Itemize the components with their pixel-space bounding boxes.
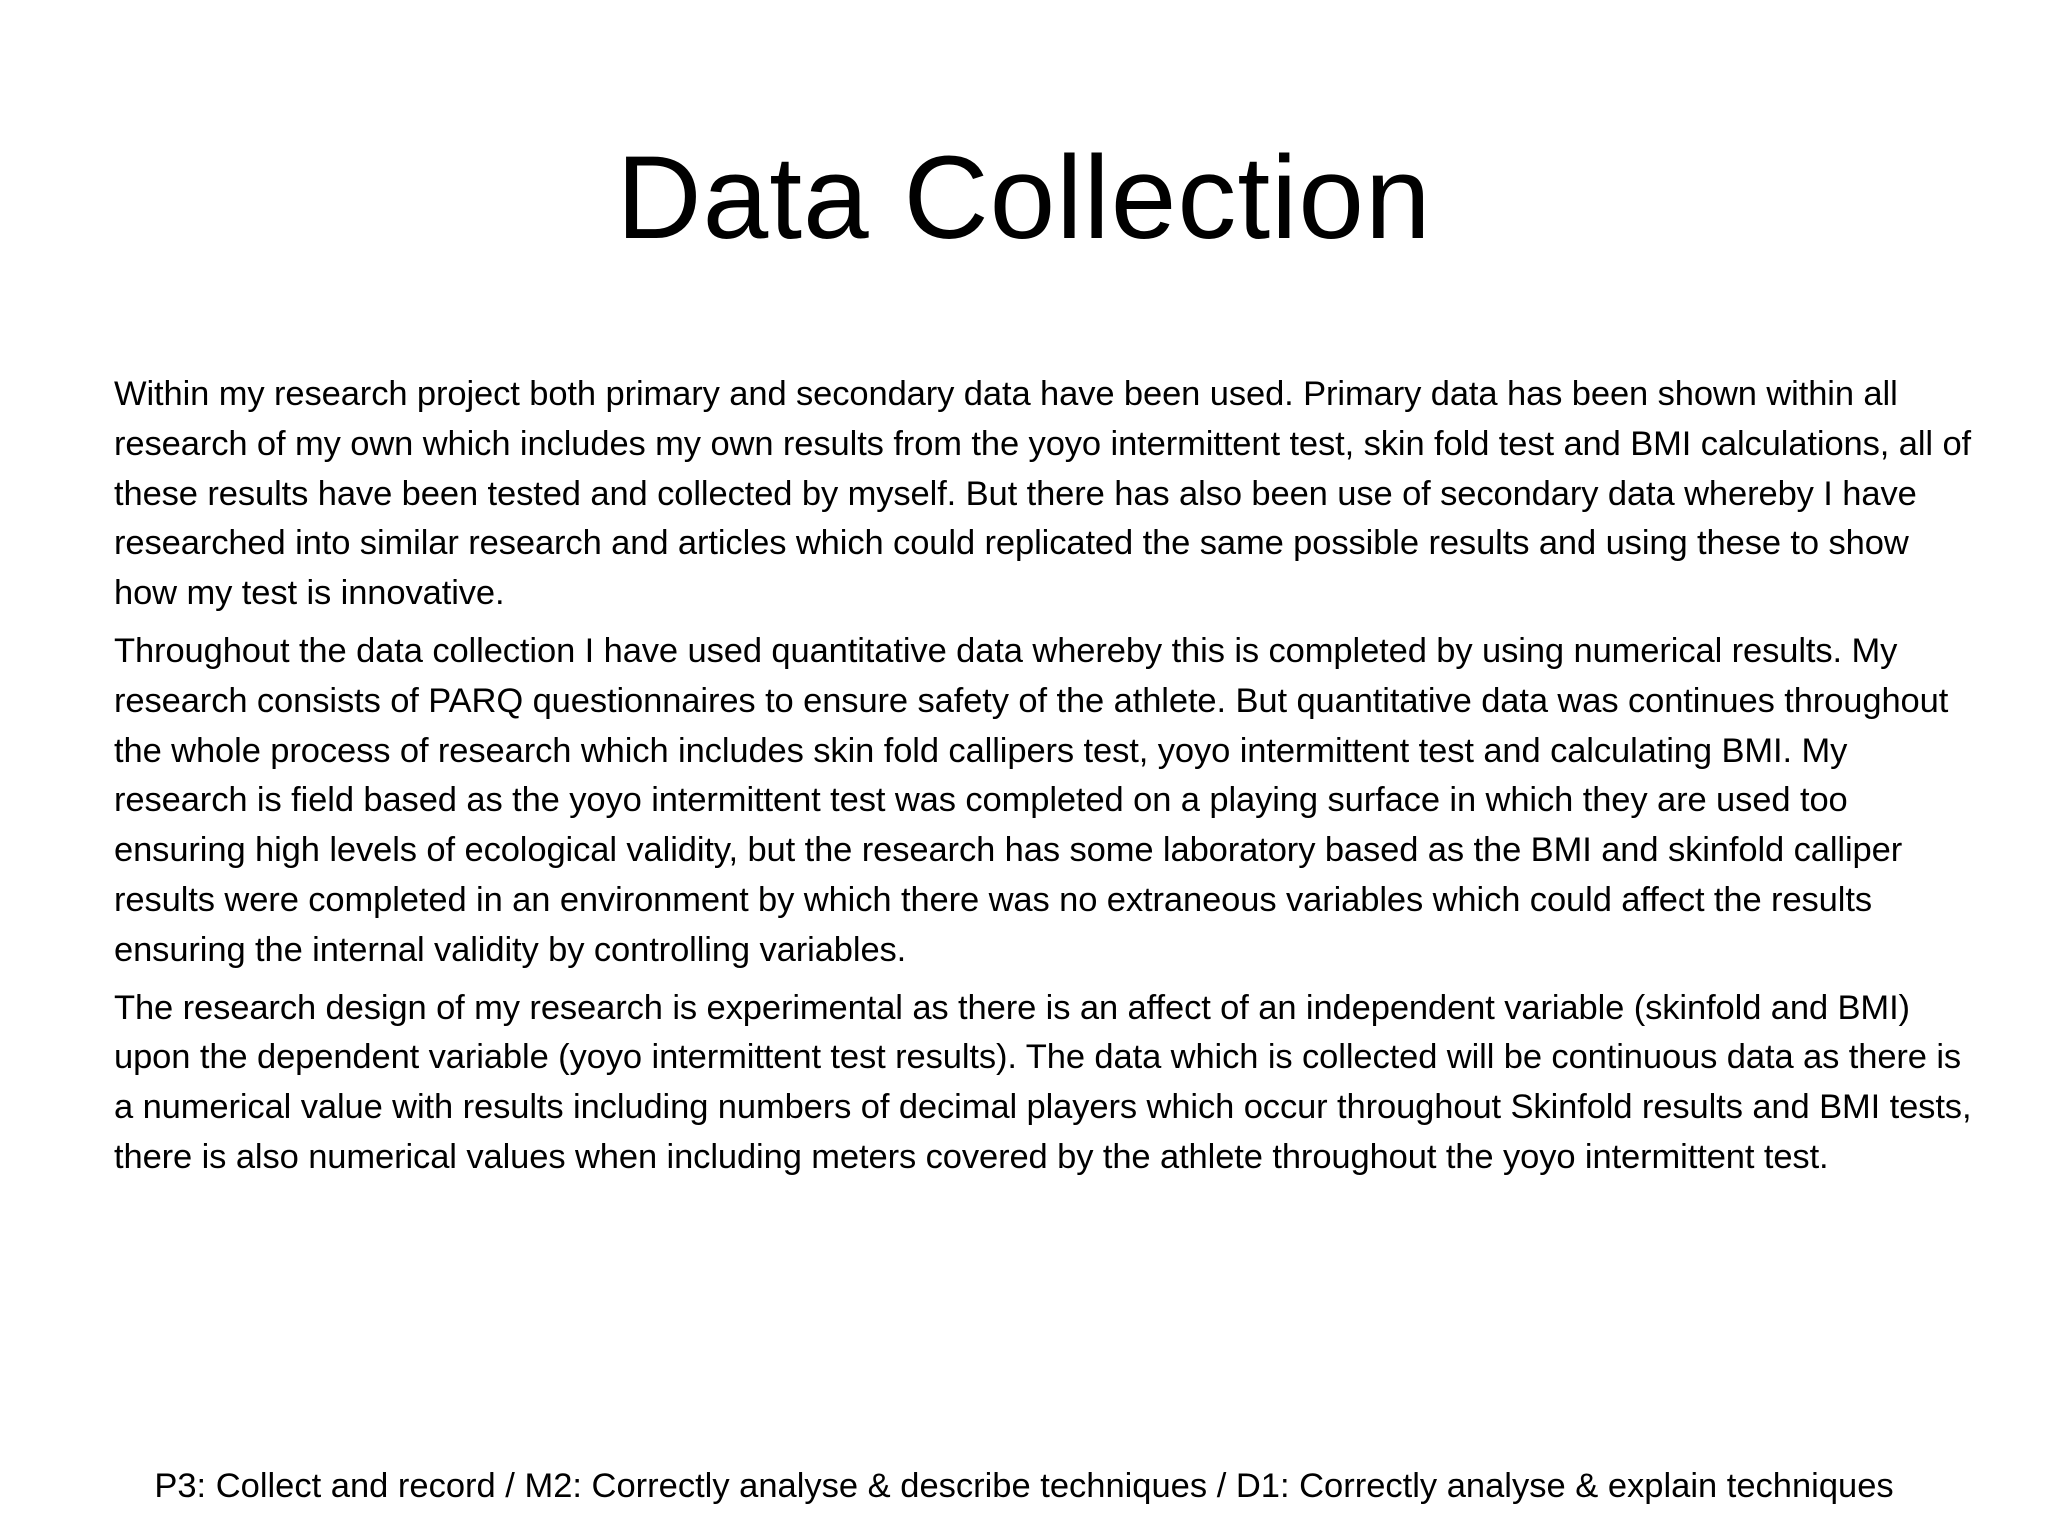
slide-footer-criteria: P3: Collect and record / M2: Correctly analyse & describe techniques / D1: Correctly analyse & explain techniques	[154, 1467, 1894, 1505]
slide-body	[114, 370, 1974, 1191]
paragraph-research-design: The research design of my research is experimental as there is an affect of an independent variable (skinfold and BMI) upon the dependent variable (yoyo intermittent test results). The data which is collected will be continuous data as there is a numerical value with results including numbers of decimal players which occur throughout Skinfold results and BMI tests, there is also numerical values when including meters covered by the athlete throughout the yoyo intermittent test.	[114, 988, 1972, 1176]
paragraph-quantitative-data: Throughout the data collection I have used quantitative data whereby this is completed by using numerical results. My research consists of PARQ questionnaires to ensure safety of the athlete. But quantitative data was continues throughout the whole process of research which includes skin fold callipers test, yoyo intermittent test and calculating BMI. My research is field based as the yoyo intermittent test was completed on a playing surface in which they are used too ensuring high levels of ecological validity, but the research has some laboratory based as the BMI and skinfold calliper results were completed in an environment by which there was no extraneous variables which could affect the results ensuring the internal validity by controlling variables.	[114, 631, 1949, 969]
paragraph-primary-secondary-data: Within my research project both primary and secondary data have been used. Primary data has been shown within all research of my own which includes my own results from the yoyo intermittent test, skin fold test and BMI calculations, all of these results have been tested and collected by myself. But there has also been use of secondary data whereby I have researched into similar research and articles which could replicated the same possible results and using these to show how my test is innovative.	[114, 375, 1972, 613]
slide-title: Data Collection	[616, 132, 1432, 264]
